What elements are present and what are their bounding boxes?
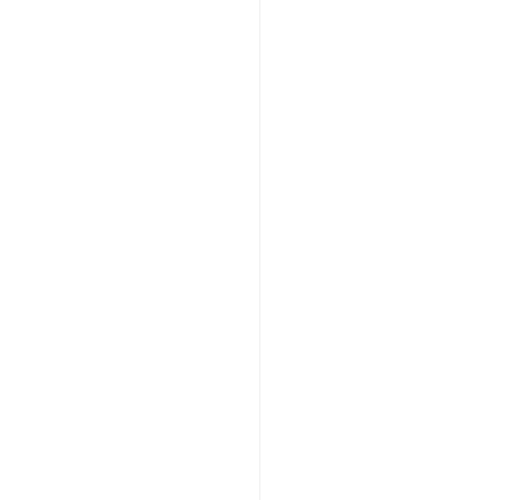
left-paragraph-6 xyxy=(56,274,244,294)
right-paragraph-7 xyxy=(276,375,464,409)
left-section-heading xyxy=(56,256,244,265)
right-paragraph-6 xyxy=(276,333,464,367)
left-paragraph-10 xyxy=(56,388,244,397)
right-paragraph-8 xyxy=(276,417,464,426)
right-paragraph-1 xyxy=(276,103,464,147)
left-paragraph-1 xyxy=(56,103,244,112)
left-paragraph-3 xyxy=(56,134,244,168)
left-paragraph-7 xyxy=(56,302,244,346)
left-paragraph-2 xyxy=(56,117,244,126)
left-paragraph-5 xyxy=(56,228,244,248)
left-paragraph-9 xyxy=(56,371,244,380)
right-paragraph-4 xyxy=(276,239,464,283)
right-paragraph-3 xyxy=(276,197,464,231)
left-paragraph-8 xyxy=(56,354,244,363)
left-paragraph-4 xyxy=(56,176,244,220)
right-page xyxy=(260,0,520,500)
right-paragraph-2 xyxy=(276,155,464,189)
right-paragraph-5 xyxy=(276,291,464,325)
